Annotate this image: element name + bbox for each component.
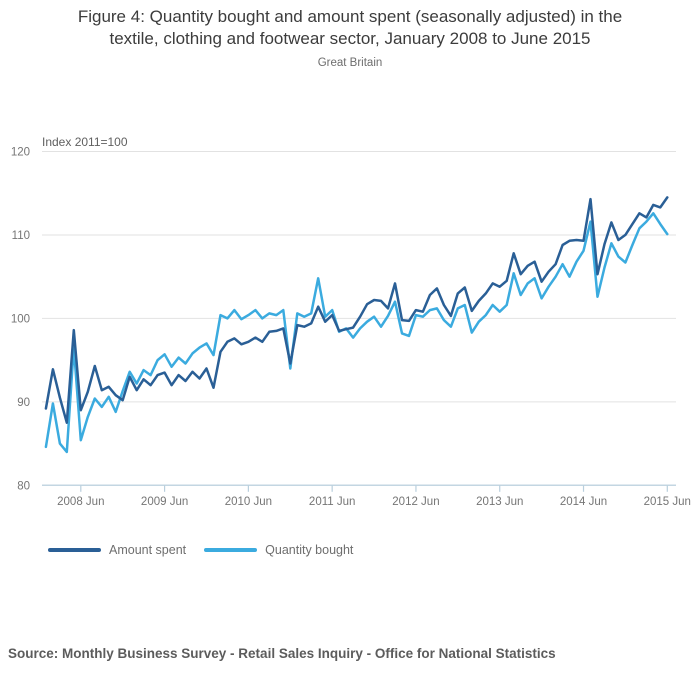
legend-item-quantity-bought [204, 541, 353, 559]
chart-title-line2: textile, clothing and footwear sector, January 2008 to June 2015 [109, 29, 591, 49]
legend-label-amount-spent: Amount spent [109, 543, 187, 557]
y-axis-unit-label: Index 2011=100 [42, 135, 128, 149]
y-tick-label-120: 120 [10, 146, 30, 159]
y-tick-label-110: 110 [11, 229, 30, 242]
y-tick-label-80: 80 [17, 480, 30, 493]
x-tick-label: 2009 Jun [140, 496, 189, 508]
legend-item-amount-spent [48, 541, 186, 559]
x-tick-label: 2010 Jun [224, 496, 273, 508]
x-tick-label: 2015 Jun [643, 496, 691, 508]
legend-swatch-amount-spent [48, 548, 101, 552]
legend-swatch-quantity-bought [204, 548, 257, 552]
x-tick-label: 2014 Jun [559, 496, 608, 508]
y-tick-label-100: 100 [10, 313, 30, 326]
legend [48, 541, 353, 559]
x-tick-label: 2008 Jun [57, 496, 105, 508]
legend-label-quantity-bought: Quantity bought [265, 543, 354, 557]
source-text: Source: Monthly Business Survey - Retail Sales Inquiry - Office for National Statistics [8, 646, 556, 661]
y-tick-label-90: 90 [17, 396, 30, 409]
x-tick-label: 2012 Jun [392, 496, 440, 508]
chart-title-line1: Figure 4: Quantity bought and amount spent (seasonally adjusted) in the [77, 7, 623, 26]
series-line-quantity-bought [46, 213, 667, 452]
x-tick-label: 2011 Jun [308, 496, 356, 508]
chart-subtitle: Great Britain [317, 57, 383, 69]
series-line-amount-spent [46, 197, 667, 422]
x-tick-label: 2013 Jun [476, 496, 524, 508]
